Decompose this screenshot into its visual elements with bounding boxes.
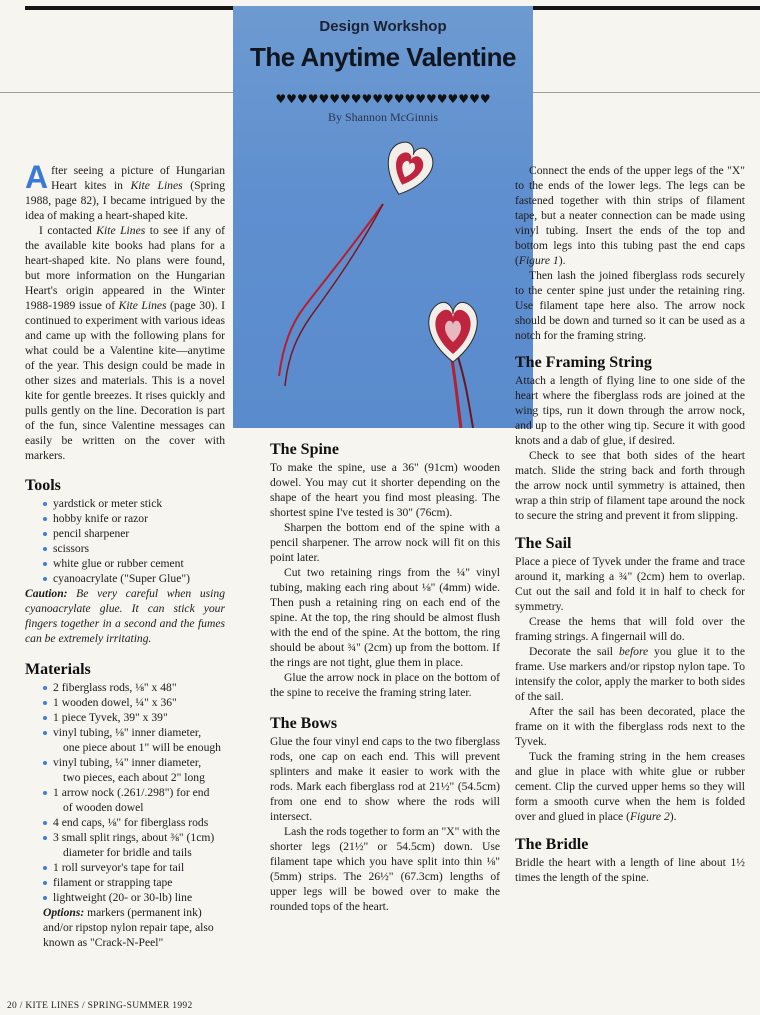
italic-run: Kite Lines	[96, 224, 146, 237]
header-rule-left	[0, 92, 233, 93]
text-run: Sharpen the bottom end of the spine with a pencil sharpener. The arrow nock will fit on this point later.	[270, 521, 500, 564]
text-run: to see if any of the available kite books had plans for a heart-shaped kite. No plans were found, but more information on the Hungarian Heart's origin appeared in the Winter 1988-1989 issue of	[25, 224, 226, 312]
framing-paragraph-1	[515, 373, 745, 448]
text-run: Attach a length of flying line to one side of the heart where the fiberglass rods are joined at the wing tips, run it down through the arrow nock, and up to the other wing tip. Secure it with good knots and a dab of glue, if desired.	[515, 374, 745, 447]
item-text-continued: one piece about 1" will be enough	[63, 741, 221, 754]
materials-heading: Materials	[25, 661, 91, 678]
text-run: To make the spine, use a 36" (91cm) wooden dowel. You may cut it shorter depending on the shape of the heart you find most pleasing. The shortest spine I've tested is 30" (76cm).	[270, 461, 500, 519]
text-run: Bridle the heart with a length of line about 1½ times the length of the spine.	[515, 856, 745, 884]
hearts-ornament: ♥♥♥♥♥♥♥♥♥♥♥♥♥♥♥♥♥♥♥♥	[275, 92, 491, 106]
options-lead: Options:	[43, 906, 85, 919]
list-item	[43, 725, 225, 755]
item-text: 1 arrow nock (.261/.298") for end	[53, 786, 210, 799]
sail-paragraph-1	[515, 554, 745, 614]
spine-paragraph-1	[270, 460, 500, 520]
design-workshop-kicker: Design Workshop	[319, 18, 447, 35]
tools-list	[25, 496, 225, 586]
sail-paragraph-5	[515, 749, 745, 824]
text-run: Then lash the joined fiberglass rods securely to the center spine just under the retaining ring. Use filament tape here also. The arrow nock should be down and turned so it can be used as a notch for the framing string.	[515, 269, 745, 342]
sail-paragraph-2	[515, 614, 745, 644]
item-text: filament or strapping tape	[53, 876, 173, 889]
article-title: The Anytime Valentine	[250, 42, 516, 72]
spine-paragraph-4	[270, 670, 500, 700]
item-text: 2 fiberglass rods, ⅛" x 48"	[53, 681, 177, 694]
text-run: ).	[558, 254, 566, 267]
bows-paragraph-2	[270, 824, 500, 914]
list-item: white glue or rubber cement	[43, 556, 225, 571]
item-text: lightweight (20- or 30-lb) line	[53, 891, 193, 904]
list-item	[43, 695, 225, 710]
item-text: 1 piece Tyvek, 39" x 39"	[53, 711, 168, 724]
text-run: Crease the hems that will fold over the framing strings. A fingernail will do.	[515, 615, 745, 643]
list-item: pencil sharpener	[43, 526, 225, 541]
item-text-continued: diameter for bridle and tails	[63, 846, 192, 859]
list-item	[43, 890, 225, 905]
list-item: scissors	[43, 541, 225, 556]
list-item	[43, 785, 225, 815]
bridle-paragraph-1	[515, 855, 745, 885]
list-item	[43, 830, 225, 860]
intro	[25, 159, 226, 463]
italic-run: Kite Lines	[118, 299, 167, 312]
spine-paragraph-2	[270, 520, 500, 565]
text-run: Decorate the sail	[529, 645, 619, 658]
text-run: Cut two retaining rings from the ¼" vinyl tubing, making each ring about ⅛" (4mm) wide. Then push a retaining ring on each end of the spine. At the top, the ring should be almost flush with the end of the spine. At the bottom, the ring should be about ¾" (2cm) up from the bottom. If the rings are not tight, glue them in place.	[270, 566, 500, 669]
upper-kite-tail	[279, 204, 383, 376]
sail-paragraph-3	[515, 644, 745, 704]
header-rule-right	[533, 92, 760, 93]
item-text: 1 wooden dowel, ¼" x 36"	[53, 696, 177, 709]
text-run: Lash the rods together to form an "X" with the shorter legs (21½" or 54.5cm) down. Use filament tape which you have split into thin ⅛" (5mm) strips. The 26½" (67.3cm) lengths of upper legs will be bowed over to make the rounded tops of the heart.	[270, 825, 500, 913]
list-item	[43, 755, 225, 785]
list-item: hobby knife or razor	[43, 511, 225, 526]
continued-paragraph-1	[515, 163, 745, 268]
text-run: (page 30). I continued to experiment with various ideas and came up with the following plans for what could be a Valentine kite—anytime of the year. This design could be made in other sizes and materials. This is a novel kite for gentle breezes. It rises quickly and pulls gently on the line. Decoration is part of the fun, since Valentine messages can easily be written on the cover with markers.	[25, 299, 226, 462]
bridle-heading: The Bridle	[515, 836, 589, 853]
header-photo	[233, 6, 533, 428]
text-run: Tuck the framing string in the hem creases and glue in place with white glue or rubber cement. Clip the curved upper hems so they will form a smooth curve when the hem is folded over and glued in place (	[515, 750, 745, 823]
item-text-continued: two pieces, each about 2" long	[63, 771, 205, 784]
text-run: Check to see that both sides of the heart match. Slide the string back and forth through the arrow nock until symmetry is attained, then wrap a thin strip of filament tape around the nock to secure the string and prevent it from slipping.	[515, 449, 745, 522]
caution-text: Be very careful when using cyanoacrylate glue. It can stick your fingers together in a second and the fumes can be extremely irritating.	[25, 587, 225, 645]
options-note	[43, 905, 225, 950]
middle-column	[270, 440, 500, 914]
spine-paragraph-3	[270, 565, 500, 670]
upper-heart-kite	[378, 138, 438, 202]
text-run: Glue the four vinyl end caps to the two fiberglass rods, one cap on each end. This will prevent splinters and make it easier to work with the rods. Mark each fiberglass rod at 21½" (54.5cm) from one end to show where the rods will intersect.	[270, 735, 500, 823]
italic-run: Figure 1	[518, 254, 559, 267]
lower-heart-kite	[429, 302, 478, 362]
bows-heading: The Bows	[270, 715, 338, 732]
text-run: (Spring 1988, page 82), I became intrigued by the idea of making a heart-shaped kite.	[25, 179, 226, 222]
item-text-continued: of wooden dowel	[63, 801, 144, 814]
intro-paragraph-1	[25, 159, 226, 223]
item-text: 4 end caps, ⅛" for fiberglass rods	[53, 816, 209, 829]
list-item	[43, 710, 225, 725]
right-column	[515, 163, 745, 885]
text-run: Place a piece of Tyvek under the frame and trace around it, marking a ¾" (2cm) hem to overlap. Cut out the sail and fold it in half to check for symmetry.	[515, 555, 745, 613]
text-run: Glue the arrow nock in place on the bottom of the spine to receive the framing string later.	[270, 671, 500, 699]
list-item: cyanoacrylate ("Super Glue")	[43, 571, 225, 586]
continued-paragraph-2	[515, 268, 745, 343]
materials-list	[25, 680, 225, 905]
tools-heading: Tools	[25, 477, 61, 494]
list-item	[43, 875, 225, 890]
list-item	[43, 815, 225, 830]
text-run: ).	[669, 810, 677, 823]
item-text: 3 small split rings, about ⅜" (1cm)	[53, 831, 215, 844]
left-column	[25, 159, 226, 950]
item-text: vinyl tubing, ⅛" inner diameter,	[53, 726, 202, 739]
framing-paragraph-2	[515, 448, 745, 523]
caution-note	[25, 586, 225, 646]
spine-heading: The Spine	[270, 441, 339, 458]
text-run: After the sail has been decorated, place the frame on it with the fiberglass rods next to the Tyvek.	[515, 705, 745, 748]
text-run: Connect the ends of the upper legs of the "X" to the ends of the lower legs. The legs can be fastened together with thin strips of filament tape, but a neater connection can be made using vinyl tubing. Insert the ends of the top and bottom legs into this tubing past the end caps (	[515, 164, 745, 267]
framing-string-heading: The Framing String	[515, 354, 652, 371]
options-text: markers (permanent ink) and/or ripstop nylon repair tape, also known as "Crack-N-Peel"	[43, 906, 214, 949]
sail-paragraph-4	[515, 704, 745, 749]
italic-run: Kite Lines	[130, 179, 183, 192]
text-run: you glue it to the frame. Use markers and/or ripstop nylon tape. To intensify the color, apply the marker to both sides of the sail.	[515, 645, 746, 703]
bows-paragraph-1	[270, 734, 500, 824]
italic-run: Figure 2	[629, 810, 670, 823]
text-run: fter seeing a picture of Hungarian Heart kites in	[51, 164, 225, 192]
list-item: yardstick or meter stick	[43, 496, 225, 511]
item-text: vinyl tubing, ¼" inner diameter,	[53, 756, 202, 769]
sail-heading: The Sail	[515, 535, 572, 552]
page-folio: 20 / KITE LINES / SPRING-SUMMER 1992	[7, 1001, 193, 1011]
byline: By Shannon McGinnis	[327, 110, 438, 124]
text-run: I contacted	[39, 224, 97, 237]
list-item	[43, 860, 225, 875]
intro-paragraph-2	[25, 223, 225, 463]
drop-cap: A	[25, 159, 49, 195]
item-text: 1 roll surveyor's tape for tail	[53, 861, 185, 874]
list-item	[43, 680, 225, 695]
italic-run: before	[619, 645, 649, 658]
upper-kite-tail-2	[285, 204, 383, 386]
caution-lead: Caution:	[25, 587, 68, 600]
